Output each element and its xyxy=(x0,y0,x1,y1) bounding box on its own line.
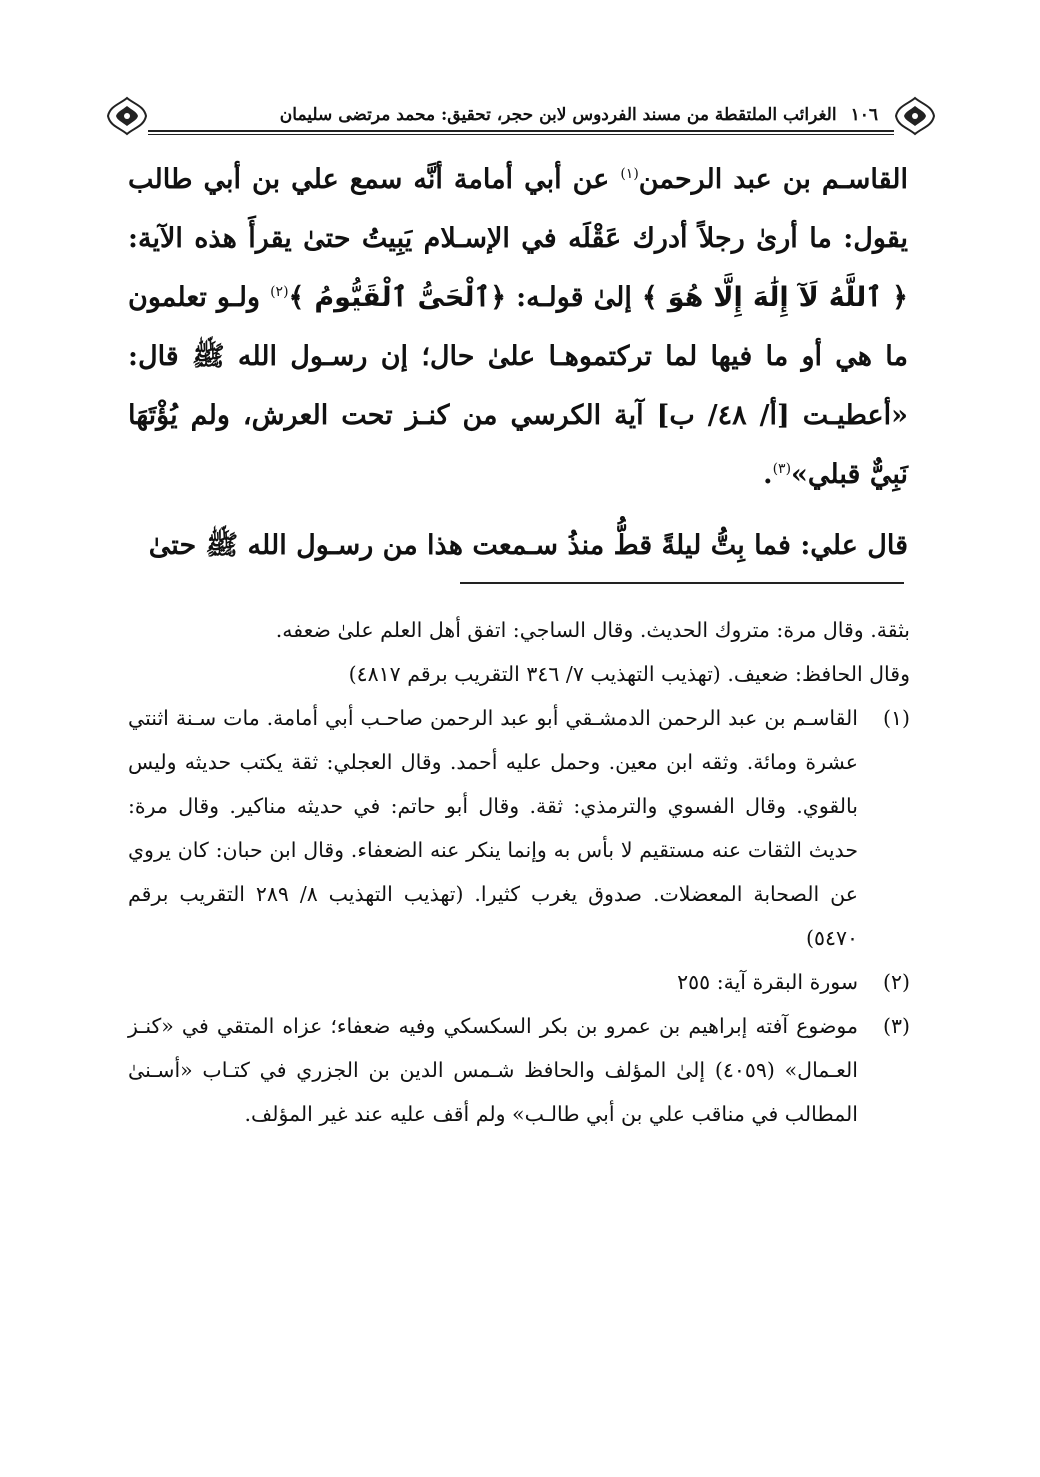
footnote-number: (١) xyxy=(882,706,910,730)
footnote-continued-line: بثقة. وقال مرة: متروك الحديث. وقال الساجي: اتفق أهل العلم علىٰ ضعفه. xyxy=(275,618,910,642)
running-title: الغرائب الملتقطة من مسند الفردوس لابن حجر، تحقيق: محمد مرتضى سليمان xyxy=(279,105,837,125)
paragraph-ali: قال علي: فما بِتُّ ليلةً قطُّ منذُ سـمعت هذا من رسـول الله ﷺ حتىٰ xyxy=(148,530,908,561)
footnote-1 xyxy=(128,696,910,960)
footnote-text: القاسـم بن عبد الرحمن الدمشـقي أبو عبد الرحمن صاحـب أبي أمامة. مات سـنة اثنتي عشرة ومائة. وثقه ابن معين. وحمل عليه أحمد. وقال العجلي: ثقة يكتب حديثه وليس بالقوي. وقال الفسوي والترمذي: ثقة. وقال أبو حاتم: في حديثه مناكير. وقال مرة: حديث الثقات عنه مستقيم لا بأس به وإنما ينكر عنه الضعفاء. وقال ابن حبان: كان يروي عن الصحابة المعضلات. صدوق يغرب كثيرا. (تهذيب التهذيب ٨/ ٢٨٩ التقريب برقم ٥٤٧٠) xyxy=(128,706,858,950)
footnote-separator xyxy=(460,582,904,584)
footnote-ref-2: (٢) xyxy=(270,284,289,300)
page-number: ١٠٦ xyxy=(850,105,878,125)
footnote-text: سورة البقرة آية: ٢٥٥ xyxy=(677,970,858,994)
footnote-ref-1: (١) xyxy=(620,166,639,182)
footnote-text: موضوع آفته إبراهيم بن عمرو بن بكر السكسكي وفيه ضعفاء؛ عزاه المتقي في «كنـز العـمال» (٤٠٥٩) إلىٰ المؤلف والحافظ شـمس الدين بن الجزري في كتـاب «أسـنىٰ المطالب في مناقب علي بن أبي طالـب» ولم أقف عليه عند غير المؤلف. xyxy=(128,1014,858,1126)
text-run: عن أبي أمامة أنَّه سمع علي بن أبي طالب يقول: ما أرىٰ رجلاً أدرك عَقْلَه في الإسـلام يَبِيتُ حتىٰ يقرأَ هذه الآية: xyxy=(128,164,908,254)
text-run: ولـو تعلمون ما هي أو ما فيها لما تركتموهـا علىٰ حال؛ إن رسـول الله ﷺ قال: «أعطيـت [أ/ ٤٨/ ب] آية الكرسي من كنـز تحت العرش، ولم يُؤْتَهَا نَبِيٌّ قبلي» xyxy=(128,282,908,490)
footnotes xyxy=(128,608,910,1136)
page-header xyxy=(104,92,938,140)
footnote-number: (٣) xyxy=(882,1014,910,1038)
footnote-continued-line: وقال الحافظ: ضعيف. (تهذيب التهذيب ٧/ ٣٤٦ التقريب برقم ٤٨١٧) xyxy=(348,662,910,686)
text-run: . xyxy=(763,459,773,490)
quran-quote-2: ﴿ٱلْحَىُّ ٱلْقَيُّومُ ﴾ xyxy=(288,282,507,313)
text-run: القاسـم بن عبد الرحمن xyxy=(638,164,908,195)
header-ornament-left-icon xyxy=(104,94,150,138)
footnote-ref-3: (٣) xyxy=(772,461,792,477)
text-run: إلىٰ قولـه: xyxy=(506,282,642,313)
header-rule xyxy=(148,130,894,135)
paragraph-hadith xyxy=(128,150,908,504)
footnote-2 xyxy=(128,960,910,1004)
header-text xyxy=(164,104,878,126)
footnote-3 xyxy=(128,1004,910,1136)
header-ornament-right-icon xyxy=(892,94,938,138)
main-text xyxy=(128,150,908,575)
quran-quote-1: ﴿ ٱللَّهُ لَآ إِلَٰهَ إِلَّا هُوَ ﴾ xyxy=(641,282,908,313)
footnote-number: (٢) xyxy=(882,970,910,994)
